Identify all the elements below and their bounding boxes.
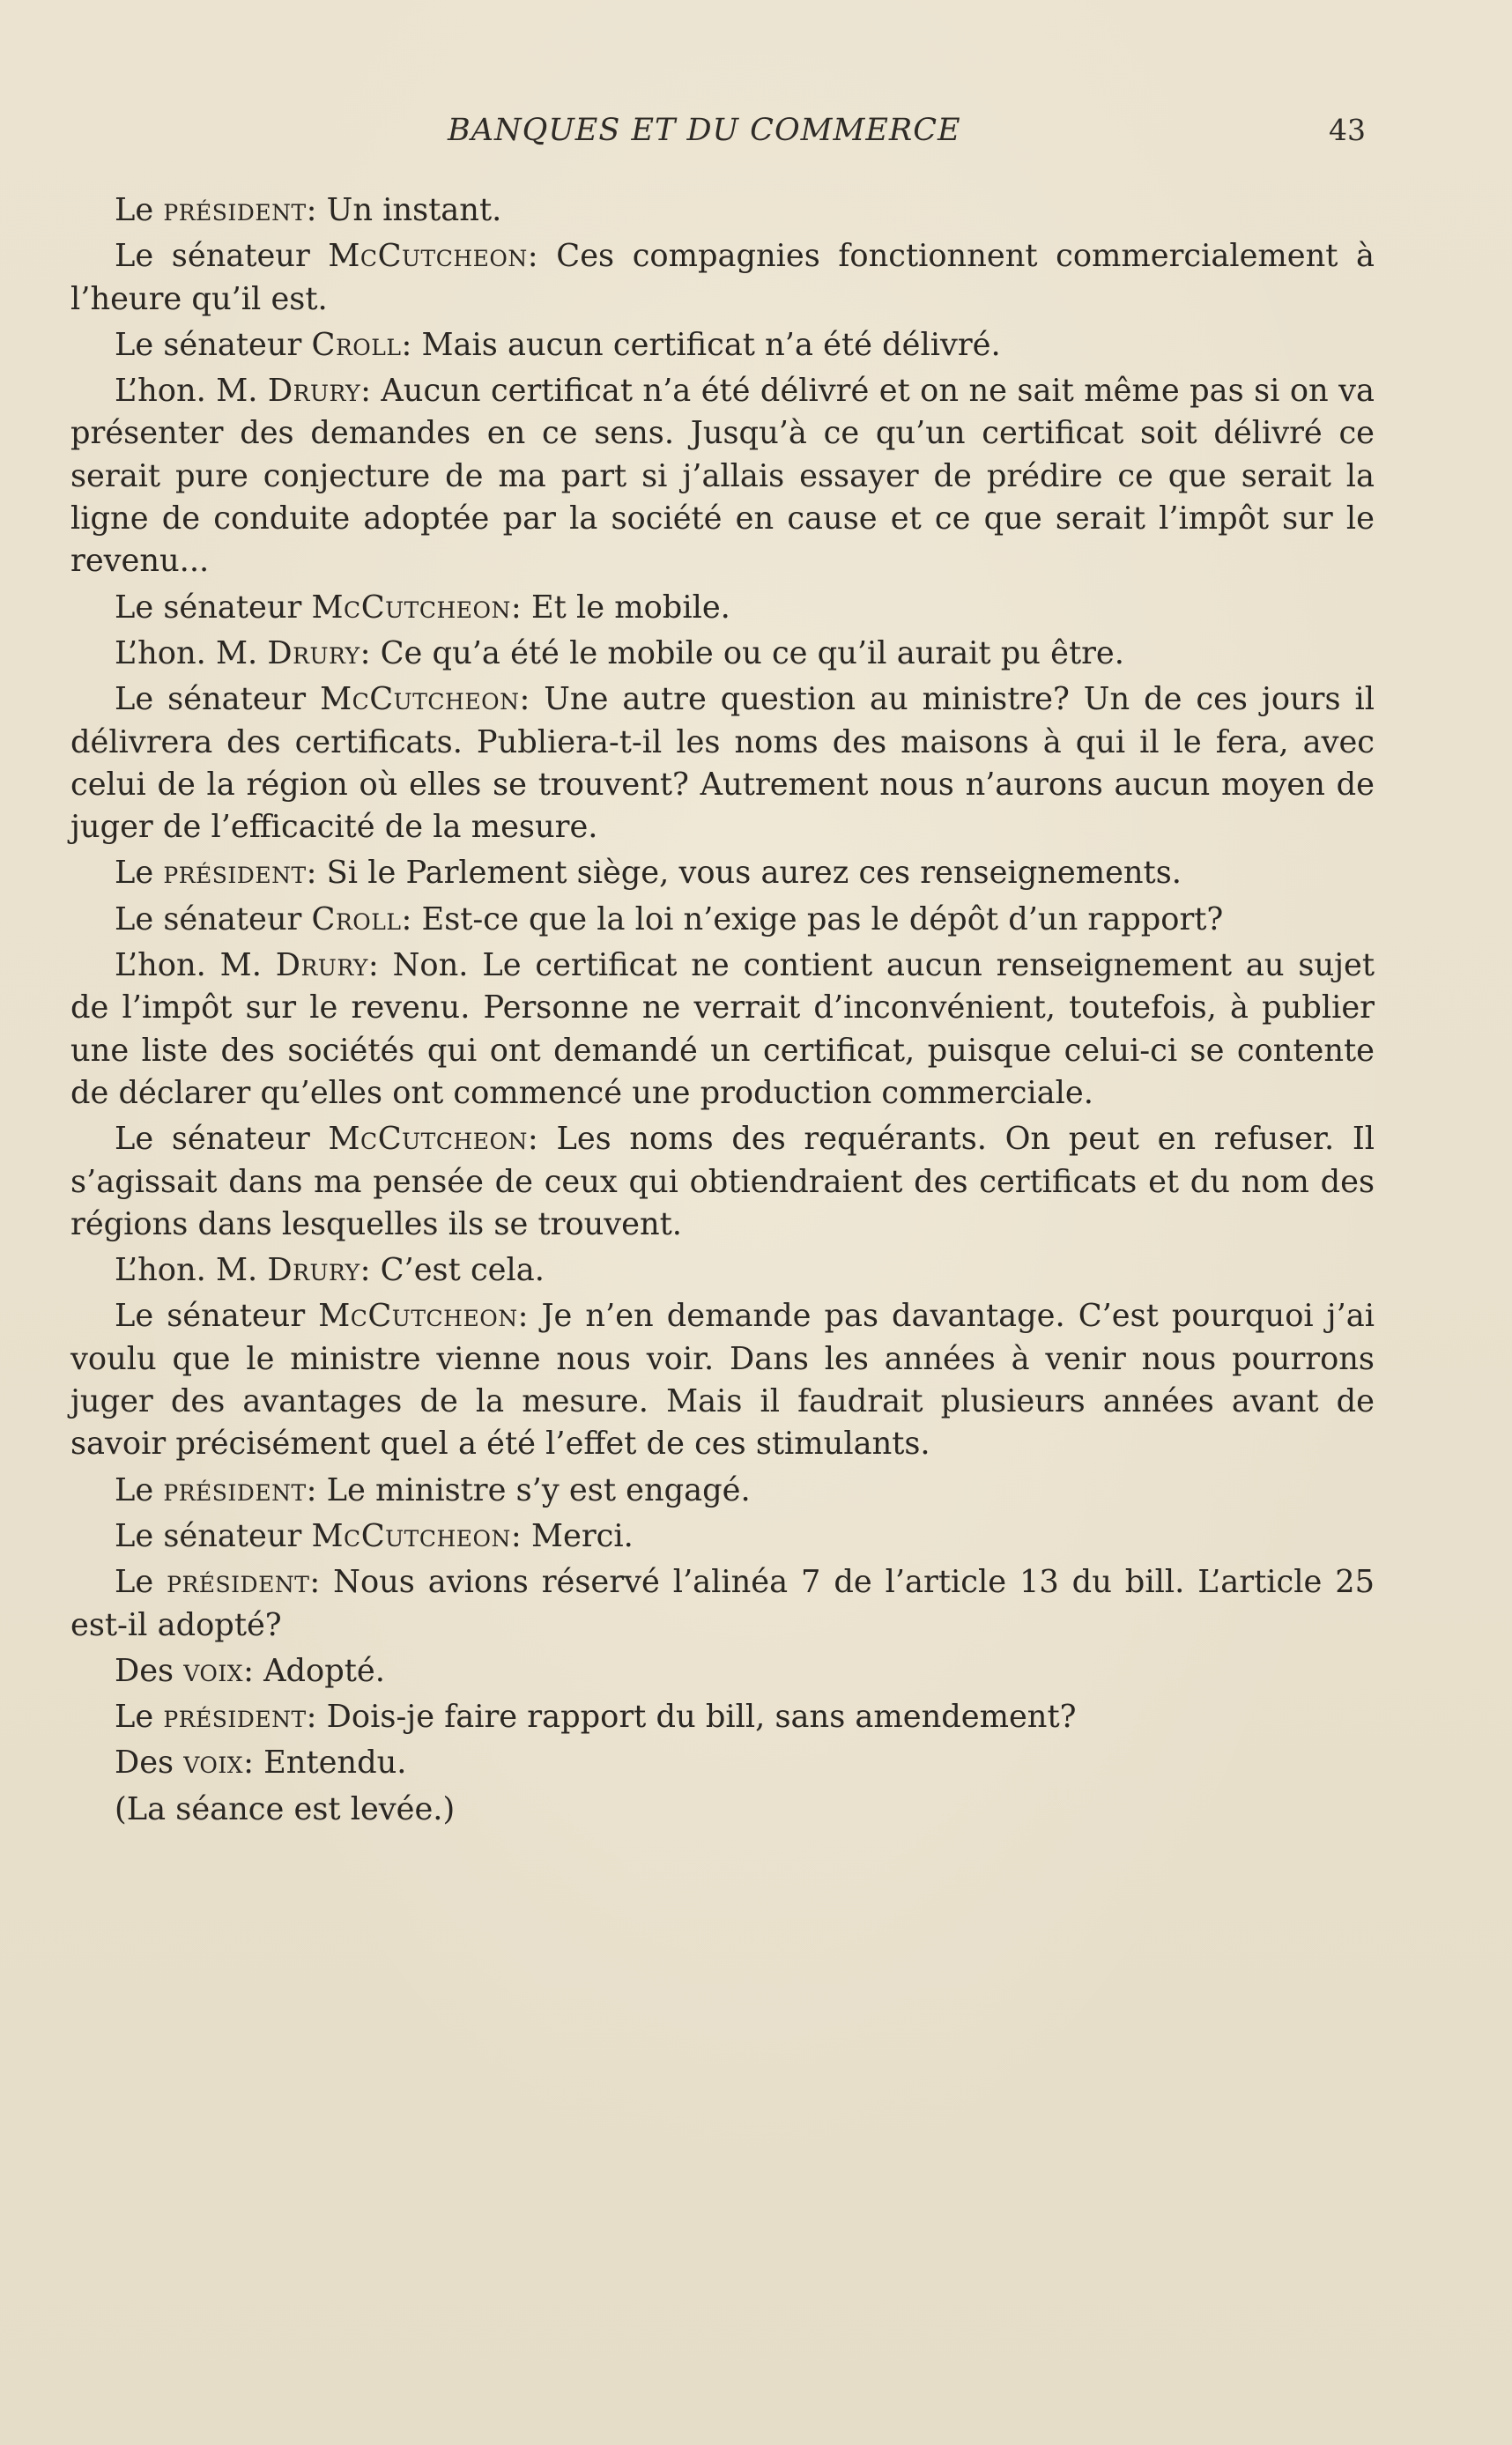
speech-text: Ce qu’a été le mobile ou ce qu’il aurait pu être. [370, 634, 1124, 671]
speaker-separator: : [401, 326, 412, 363]
speech-text: Merci. [521, 1517, 634, 1554]
speaker-name: Croll [311, 900, 402, 937]
speaker-prefix: Le sénateur [115, 589, 312, 626]
speaker-prefix: Des [115, 1745, 184, 1782]
speaker-name: McCutcheon [318, 1298, 518, 1335]
speaker-separator: : [243, 1745, 254, 1782]
dialogue-paragraph [70, 1696, 1375, 1738]
speaker-name: voix [183, 1652, 244, 1689]
speaker-prefix: Le [115, 1471, 164, 1508]
running-title: BANQUES ET DU COMMERCE [448, 113, 961, 148]
speaker-separator: : [309, 1564, 321, 1601]
dialogue-paragraph [70, 1470, 1375, 1512]
speaker-prefix: Le [115, 192, 164, 228]
dialogue-paragraph [70, 1561, 1375, 1647]
speaker-prefix: Le sénateur [115, 900, 312, 937]
speech-text: Les noms des requérants. On peut en refuser. Il s’agissait dans ma pensée de ceux qui obtiendraient des certificats et du nom des régions dans lesquelles ils se trouvent. [70, 1121, 1375, 1242]
speech-text: Nous avions réservé l’alinéa 7 de l’article 13 du bill. L’article 25 est-il adopté? [70, 1564, 1375, 1643]
speaker-prefix: Des [115, 1652, 184, 1689]
speaker-name: président [163, 855, 307, 892]
speaker-name: Croll [311, 326, 402, 363]
dialogue-paragraph [70, 1249, 1375, 1292]
body-text [70, 189, 1375, 1834]
speech-text: Mais aucun certificat n’a été délivré. [411, 326, 1001, 363]
speaker-name: Drury [267, 634, 360, 671]
speaker-separator: : [401, 900, 412, 937]
speaker-separator: : [527, 238, 538, 275]
speaker-name: McCutcheon [311, 589, 511, 626]
speech-text: Est-ce que la loi n’exige pas le dépôt d’un rapport? [411, 900, 1224, 937]
speech-text: C’est cela. [370, 1252, 545, 1289]
speech-text: Si le Parlement siège, vous aurez ces renseignements. [316, 855, 1182, 892]
speaker-prefix: Le [115, 1699, 164, 1736]
speech-text: Dois-je faire rapport du bill, sans amendement? [316, 1699, 1077, 1736]
speech-text: Un instant. [316, 192, 502, 228]
speaker-prefix: L’hon. M. [115, 947, 276, 984]
dialogue-paragraph [70, 1515, 1375, 1558]
dialogue-paragraph [70, 1650, 1375, 1693]
speaker-separator: : [306, 1471, 317, 1508]
speaker-prefix: Le sénateur [115, 1517, 312, 1554]
speaker-separator: : [359, 634, 371, 671]
speaker-separator: : [510, 1517, 522, 1554]
speech-text: Je n’en demande pas davantage. C’est pourquoi j’ai voulu que le ministre vienne nous voir. Dans les années à venir nous pourrons juger des avantages de la mesure. Mais il faudrait plusieurs années avant de savoir précisément quel a été l’effet de ces stimulants. [70, 1298, 1375, 1463]
speaker-name: McCutcheon [311, 1517, 511, 1554]
speaker-separator: : [519, 681, 530, 718]
speech-text: Entendu. [253, 1745, 407, 1782]
speaker-separator: : [367, 947, 379, 984]
speaker-separator: : [306, 192, 317, 228]
speaker-name: voix [183, 1745, 244, 1782]
speech-text: Et le mobile. [521, 589, 730, 626]
page-number: 43 [1329, 113, 1366, 147]
speaker-prefix: L’hon. M. [115, 1252, 268, 1289]
dialogue-paragraph [70, 1295, 1375, 1465]
speaker-name: président [163, 1471, 307, 1508]
speaker-prefix: Le sénateur [115, 238, 329, 275]
closing-note: (La séance est levée.) [115, 1790, 456, 1827]
speech-text: Une autre question au ministre? Un de ces jours il délivrera des certificats. Publiera-t-il les noms des maisons à qui il le fera, avec celui de la région où elles se trouvent? Autrement nous n’aurons aucun moyen de juger de l’efficacité de la mesure. [70, 681, 1375, 846]
speaker-prefix: Le [115, 1564, 167, 1601]
dialogue-paragraph [70, 370, 1375, 582]
dialogue-paragraph [70, 899, 1375, 941]
speaker-name: Drury [267, 1252, 360, 1289]
dialogue-paragraph [70, 633, 1375, 675]
speaker-separator: : [360, 373, 371, 410]
speaker-separator: : [243, 1652, 254, 1689]
speaker-prefix: Le sénateur [115, 326, 312, 363]
speaker-separator: : [306, 855, 317, 892]
speaker-prefix: Le sénateur [115, 1298, 319, 1335]
speech-text: Aucun certificat n’a été délivré et on ne sait même pas si on va présenter des demandes en ce sens. Jusqu’à ce qu’un certificat soit délivré ce serait pure conjecture de ma part si j’allais essayer de prédire ce que serait la ligne de conduite adoptée par la société en cause et ce que serait l’impôt sur le revenu... [70, 373, 1375, 580]
dialogue-paragraph [70, 945, 1375, 1115]
running-header [0, 113, 1512, 157]
speech-text: Non. Le certificat ne contient aucun renseignement au sujet de l’impôt sur le revenu. Personne ne verrait d’inconvénient, toutefois, à publier une liste des sociétés qui ont demandé un certificat, puisque celui-ci se contente de déclarer qu’elles ont commencé une production commerciale. [70, 947, 1375, 1111]
dialogue-paragraph [70, 324, 1375, 367]
dialogue-paragraph [70, 1742, 1375, 1784]
speaker-prefix: Le [115, 855, 164, 892]
speaker-name: McCutcheon [328, 238, 528, 275]
speaker-separator: : [527, 1121, 538, 1158]
dialogue-paragraph [70, 1118, 1375, 1246]
speaker-prefix: Le sénateur [115, 1121, 329, 1158]
speaker-prefix: L’hon. M. [115, 373, 268, 410]
dialogue-paragraph [70, 678, 1375, 848]
speaker-separator: : [306, 1699, 317, 1736]
speech-text: Ces compagnies fonctionnent commercialement à l’heure qu’il est. [70, 238, 1375, 317]
dialogue-paragraph [70, 189, 1375, 232]
speaker-name: Drury [275, 947, 368, 984]
speech-text: Adopté. [253, 1652, 385, 1689]
speaker-name: Drury [267, 373, 361, 410]
dialogue-paragraph [70, 852, 1375, 894]
speaker-separator: : [359, 1252, 371, 1289]
speaker-prefix: Le sénateur [115, 681, 321, 718]
speaker-separator: : [517, 1298, 529, 1335]
speaker-name: McCutcheon [320, 681, 520, 718]
speaker-name: président [167, 1564, 310, 1601]
speaker-name: McCutcheon [328, 1121, 528, 1158]
speaker-prefix: L’hon. M. [115, 634, 268, 671]
dialogue-paragraph [70, 587, 1375, 629]
speaker-separator: : [510, 589, 522, 626]
speech-text: Le ministre s’y est engagé. [316, 1471, 751, 1508]
dialogue-paragraph [70, 235, 1375, 321]
speaker-name: président [163, 192, 307, 228]
speaker-name: président [163, 1699, 307, 1736]
